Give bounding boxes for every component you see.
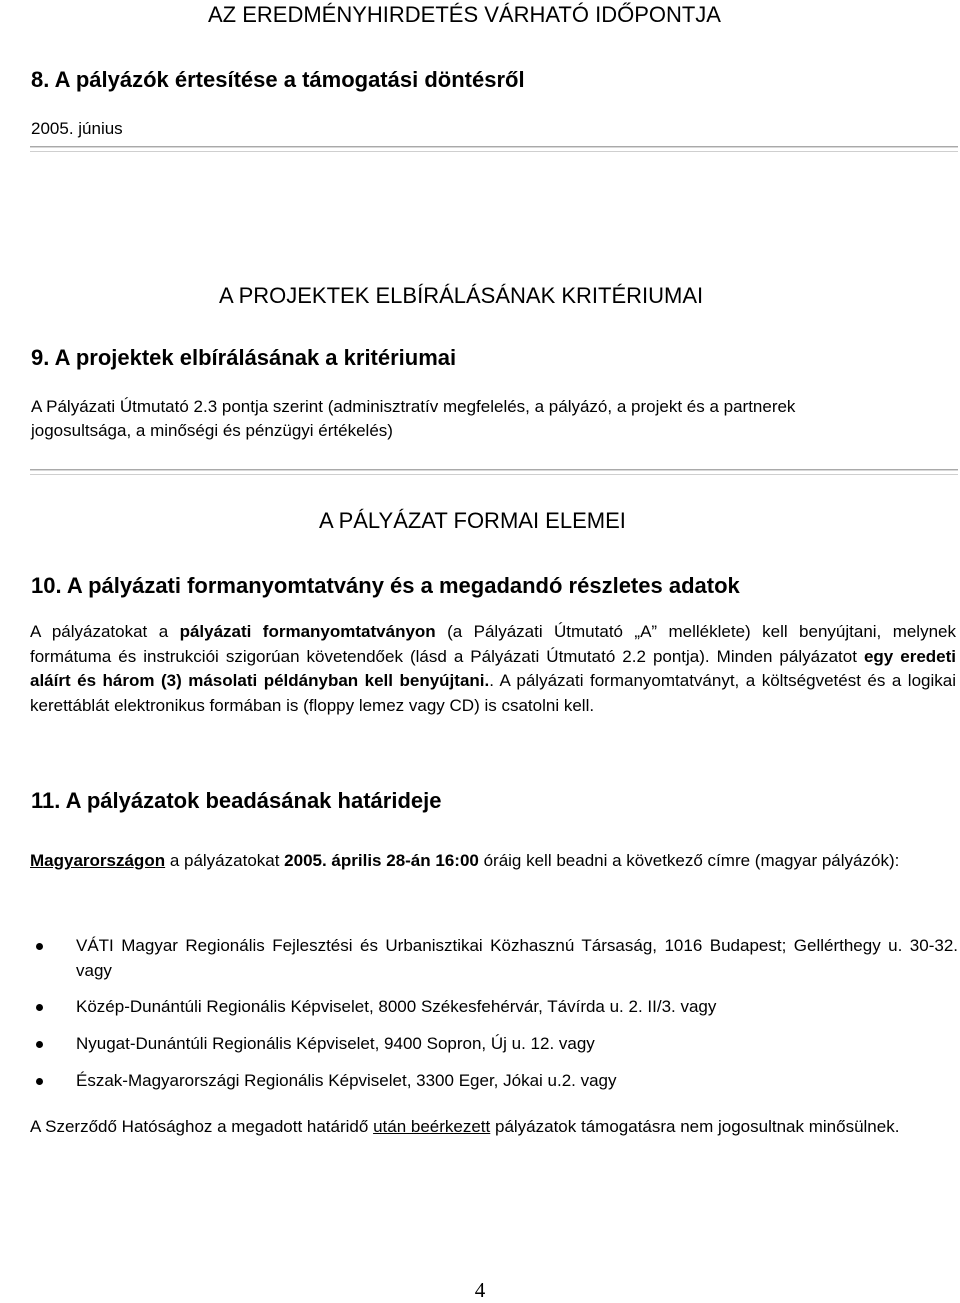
formanyomtatvany-text-c: (a Pályázati Útmutató „A” melléklete) kell benyújtani, melynek formátuma és instrukciói szigorúan követendőek (lásd a Pályázati Útmutató 2.2 pontja). Minden pályázatot [30,622,956,666]
announcement-date: 2005. június [31,119,123,138]
deadline-location: Magyarországon [30,851,166,870]
section-heading-kriteriumok: A PROJEKTEK ELBÍRÁLÁSÁNAK KRITÉRIUMAI [219,283,704,308]
formanyomtatvany-text-e: . A pályázati formanyomtatványt, a költségvetést és a logikai kerettáblát elektronikus formában is (floppy lemez vagy CD) is csatolni kell. [30,671,957,715]
formanyomtatvany-paragraph [30,620,956,718]
formanyomtatvany-text-bold-1: pályázati formanyomtatványon [179,622,436,641]
bullet-icon [36,1078,43,1085]
bullet-icon [36,1004,43,1011]
deadline-text-d: óráig kell beadni a következő címre (magyar pályázók): [478,851,900,870]
bullet-icon [36,1041,43,1048]
bullet-icon [36,943,43,950]
address-text: Észak-Magyarországi Regionális Képviselet, 3300 Eger, Jókai u.2. vagy [76,1071,617,1090]
criteria-text-line-1: A Pályázati Útmutató 2.3 pontja szerint (adminisztratív megfelelés, a pályázó, a projekt és a partnerek [31,397,796,416]
section-heading-formai-elemek: A PÁLYÁZAT FORMAI ELEMEI [319,508,626,533]
address-text: Közép-Dunántúli Regionális Képviselet, 8000 Székesfehérvár, Távírda u. 2. II/3. vagy [76,997,717,1016]
closing-text-underlined: után beérkezett [373,1117,491,1136]
deadline-datetime: 2005. április 28-án 16:00 [284,851,479,870]
divider-2 [30,469,958,475]
address-text: VÁTI Magyar Regionális Fejlesztési és Urbanisztikai Közhasznú Társaság, 1016 Budapest; Gellérthegy u. 30-32. vagy [76,936,958,980]
closing-text-c: pályázatok támogatásra nem jogosultnak minősülnek. [490,1117,900,1136]
subheading-11: 11. A pályázatok beadásának határideje [31,788,442,813]
formanyomtatvany-text-bold-2: egy eredeti aláírt és három (3) másolati példányban kell benyújtani. [30,646,957,690]
closing-text-a: A Szerződő Hatósághoz a megadott határidő [30,1117,374,1136]
divider-1 [30,146,958,152]
subheading-8: 8. A pályázók értesítése a támogatási döntésről [31,67,525,92]
section-heading-eredmenyhirdetes: AZ EREDMÉNYHIRDETÉS VÁRHATÓ IDŐPONTJA [208,2,721,27]
deadline-text-b: a pályázatokat [165,851,285,870]
closing-paragraph [30,1115,956,1140]
deadline-paragraph [30,849,956,874]
address-text: Nyugat-Dunántúli Regionális Képviselet, 9400 Sopron, Új u. 12. vagy [76,1034,595,1053]
formanyomtatvany-text-a: A pályázatokat a [30,622,180,641]
subheading-9: 9. A projektek elbírálásának a kritériumai [31,345,457,370]
subheading-10: 10. A pályázati formanyomtatvány és a megadandó részletes adatok [31,573,740,598]
criteria-text-line-2: jogosultsága, a minőségi és pénzügyi értékelés) [31,421,393,440]
page-number: 4 [474,1278,486,1302]
